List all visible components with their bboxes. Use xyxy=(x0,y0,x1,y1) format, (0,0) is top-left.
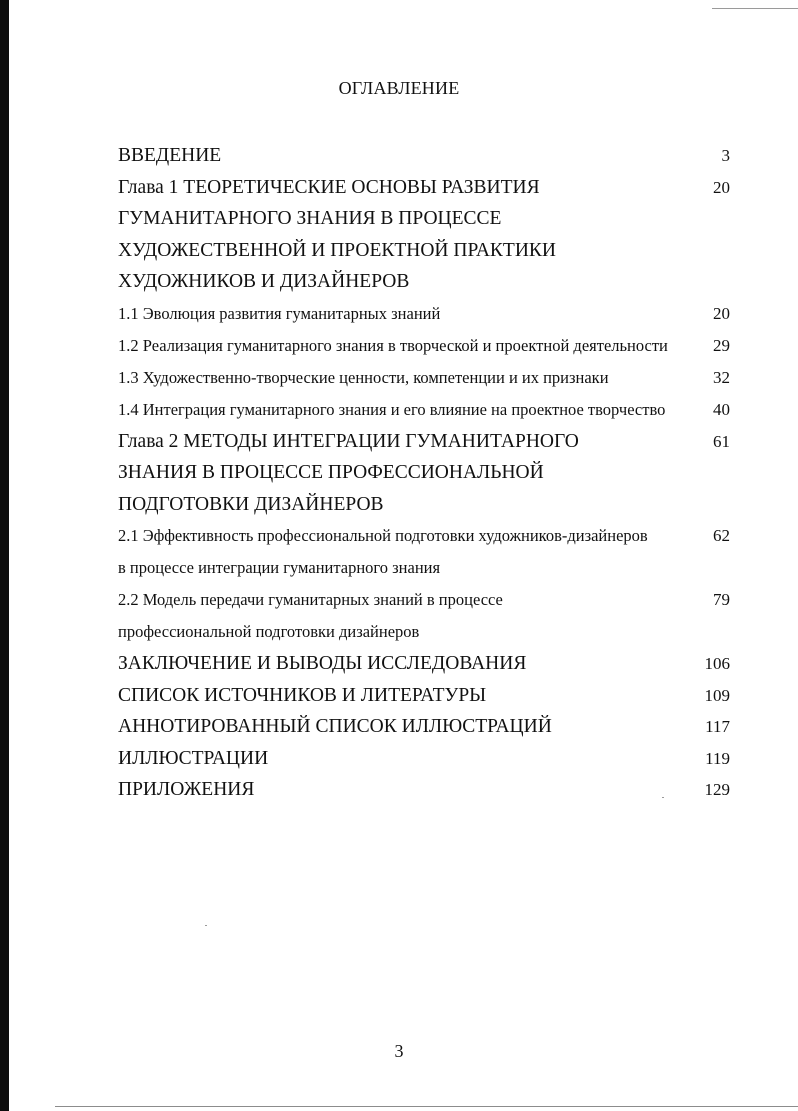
toc-entry-text: ИЛЛЮСТРАЦИИ xyxy=(118,747,269,769)
toc-entry-page: 129 xyxy=(704,780,730,799)
toc-entry-page: 106 xyxy=(704,654,730,673)
toc-entry-section-1-1[interactable] xyxy=(118,298,730,330)
toc-entry-text: 1.1 Эволюция развития гуманитарных знаний xyxy=(118,303,441,323)
toc-entry-text: Глава 2 МЕТОДЫ ИНТЕГРАЦИИ ГУМАНИТАРНОГО ЗНАНИЯ В ПРОЦЕССЕ ПРОФЕССИОНАЛЬНОЙ ПОДГОТОВКИ ДИЗАЙНЕРОВ xyxy=(118,430,579,515)
scan-bottom-edge xyxy=(55,1106,798,1107)
scan-speck xyxy=(205,925,207,926)
toc-entry-conclusion[interactable] xyxy=(118,648,730,680)
toc-entry-page: 61 xyxy=(713,431,730,451)
toc-entry-text: АННОТИРОВАННЫЙ СПИСОК ИЛЛЮСТРАЦИЙ xyxy=(118,716,552,737)
toc-entry-page: 32 xyxy=(713,367,730,387)
toc-entry-introduction[interactable] xyxy=(118,140,730,172)
toc-entry-page: 20 xyxy=(713,303,730,323)
toc-entry-text: СПИСОК ИСТОЧНИКОВ И ЛИТЕРАТУРЫ xyxy=(118,684,487,706)
toc-entry-text: Глава 1 ТЕОРЕТИЧЕСКИЕ ОСНОВЫ РАЗВИТИЯ ГУМАНИТАРНОГО ЗНАНИЯ В ПРОЦЕССЕ ХУДОЖЕСТВЕННОЙ И ПРОЕКТНОЙ ПРАКТИКИ ХУДОЖНИКОВ И ДИЗАЙНЕРОВ xyxy=(118,176,556,292)
toc-entry-page: 117 xyxy=(705,717,730,736)
toc-entry-text: 1.2 Реализация гуманитарного знания в творческой и проектной деятельности xyxy=(118,335,668,355)
toc-entry-section-1-4[interactable] xyxy=(118,394,730,426)
toc-entry-section-2-2[interactable] xyxy=(118,584,730,648)
toc-entry-section-1-2[interactable] xyxy=(118,330,730,362)
toc-entry-page: 3 xyxy=(721,146,730,165)
toc-entry-text: 1.3 Художественно-творческие ценности, компетенции и их признаки xyxy=(118,367,609,387)
toc-entry-text: ПРИЛОЖЕНИЯ xyxy=(118,779,255,800)
toc-entry-section-1-3[interactable] xyxy=(118,362,730,394)
toc-title: ОГЛАВЛЕНИЕ xyxy=(338,78,460,98)
toc-entry-page: 109 xyxy=(704,685,730,705)
toc-entry-text: 1.4 Интеграция гуманитарного знания и его влияние на проектное творчество xyxy=(118,399,666,419)
toc-entry-appendices[interactable] xyxy=(118,774,730,806)
scan-left-border xyxy=(0,0,9,1111)
toc-entry-section-2-1[interactable] xyxy=(118,520,730,584)
toc-entry-page: 20 xyxy=(713,177,730,197)
toc-entry-text: ЗАКЛЮЧЕНИЕ И ВЫВОДЫ ИССЛЕДОВАНИЯ xyxy=(118,653,527,674)
toc-entry-page: 79 xyxy=(713,590,730,609)
toc-entry-illustrations[interactable] xyxy=(118,743,730,775)
toc-entry-chapter-2[interactable] xyxy=(118,426,730,521)
toc-entry-text: ВВЕДЕНИЕ xyxy=(118,145,222,166)
toc-entry-references[interactable] xyxy=(118,680,730,712)
toc-entry-page: 119 xyxy=(705,748,730,768)
toc-entry-chapter-1[interactable] xyxy=(118,172,730,298)
toc-entry-page: 29 xyxy=(713,335,730,355)
page-number: 3 xyxy=(394,1041,404,1061)
toc-entry-illustration-list[interactable] xyxy=(118,711,730,743)
toc-entry-text: 2.1 Эффективность профессиональной подготовки художников-дизайнеров в процессе интеграции гуманитарного знания xyxy=(118,526,648,577)
toc-entry-text: 2.2 Модель передачи гуманитарных знаний в процессе профессиональной подготовки дизайнеров xyxy=(118,590,503,641)
table-of-contents xyxy=(118,140,730,806)
toc-entry-page: 62 xyxy=(713,526,730,545)
scan-top-right-edge xyxy=(712,0,798,9)
toc-entry-page: 40 xyxy=(713,399,730,419)
